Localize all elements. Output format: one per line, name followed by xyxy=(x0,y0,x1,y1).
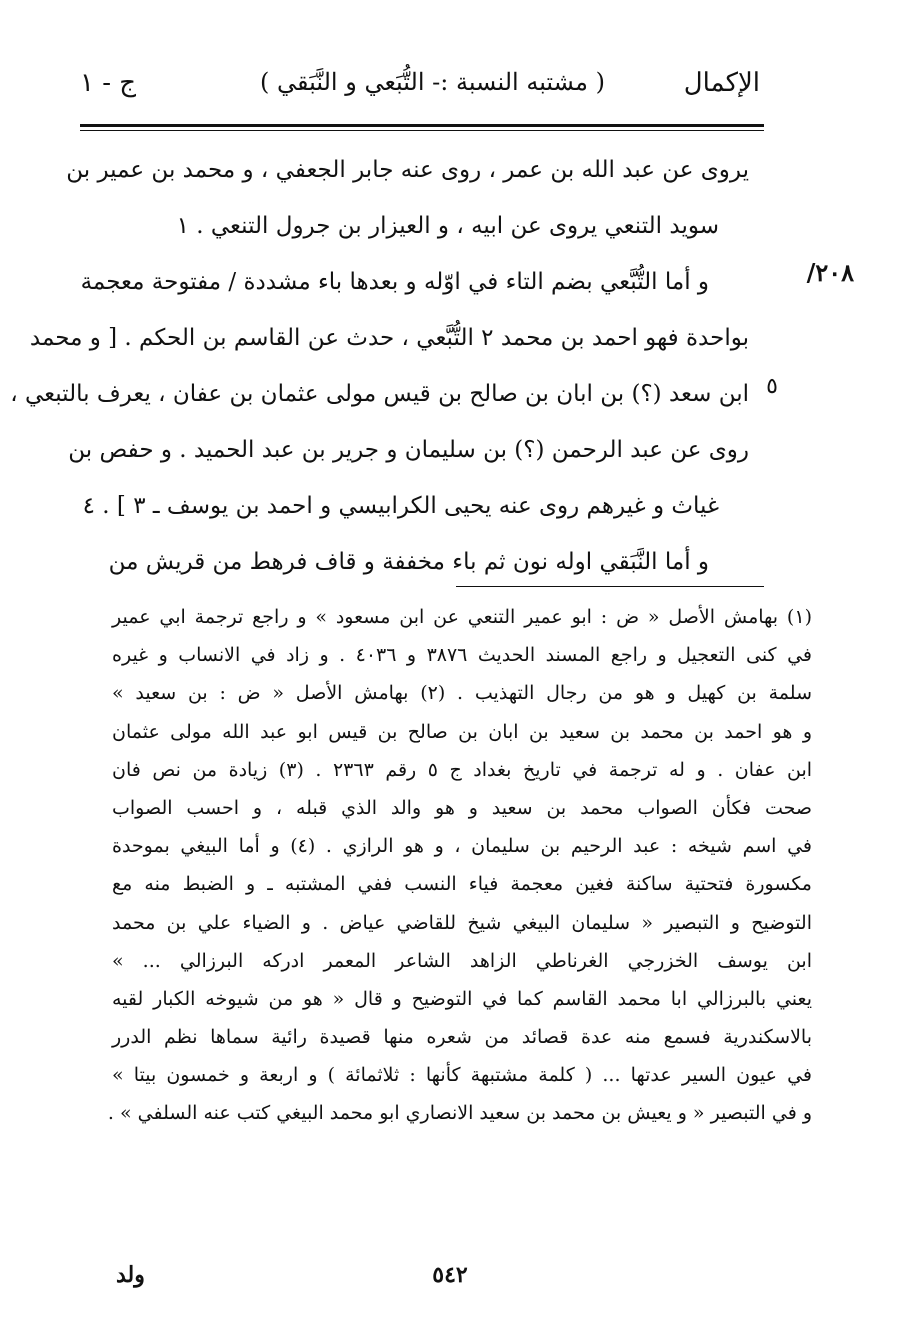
footnote-line: التوضيح و التبصير « سليمان البيغي شيخ للقاضي عياض . و الضياء علي بن محمد xyxy=(112,911,812,934)
line-marker: ٥ xyxy=(766,374,778,399)
text-line: بواحدة فهو احمد بن محمد ٢ التُّبَّعي ، حدث عن القاسم بن الحكم . [ و محمد xyxy=(29,325,749,351)
footnote-line: في اسم شيخه : عبد الرحيم بن سليمان ، و هو الرازي . (٤) و أما البيغي بموحدة xyxy=(112,835,812,858)
footnote-line: ابن عفان . و له ترجمة في تاريخ بغداد ج ٥ رقم ٢٣٦٣ . (٣) زيادة من نص فان xyxy=(112,758,813,781)
catchword: ولد xyxy=(116,1262,145,1288)
footnote-line: (١) بهامش الأصل « ض : ابو عمير التنعي عن ابن مسعود » و راجع ترجمة ابي عمير xyxy=(112,606,812,628)
footnote-line: في كنى التعجيل و راجع المسند الحديث ٣٨٧٦ و ٤٠٣٦ . و زاد في الانساب و غيره xyxy=(112,644,812,667)
footnote-line: سلمة بن كهيل و هو من رجال التهذيب . (٢) بهامش الأصل « ض : بن سعيد » xyxy=(112,682,812,705)
header-rule-thick xyxy=(80,124,764,127)
footnote-line: ابن يوسف الخزرجي الغرناطي الزاهد الشاعر المعمر ادركه البرزالي ... » xyxy=(112,949,812,972)
footnote-line: و هو احمد بن محمد بن سعيد بن ابان بن صالح بن قيس ابو عبد الله مولى عثمان xyxy=(112,720,812,743)
footnote-line: بالاسكندرية فسمع منه عدة قصائد من شعره منها قصيدة رائية سماها نظم الدرر xyxy=(112,1026,812,1049)
main-text xyxy=(10,142,749,590)
running-header xyxy=(80,62,760,118)
footnote-separator xyxy=(456,586,764,587)
header-rule-thin xyxy=(80,130,764,131)
text-line: ابن سعد (؟) بن ابان بن صالح بن قيس مولى عثمان بن عفان ، يعرف بالتبعي ، xyxy=(10,381,749,407)
margin-reference: /٢٠٨ xyxy=(806,258,854,287)
text-line: يروى عن عبد الله بن عمر ، روى عنه جابر الجعفي ، و محمد بن عمير بن xyxy=(66,157,749,183)
footnotes xyxy=(107,598,813,1133)
text-line: روى عن عبد الرحمن (؟) بن سليمان و جرير بن عبد الحميد . و حفص بن xyxy=(68,437,749,463)
text-line: و أما النَّبَقي اوله نون ثم باء مخففة و قاف فرهط من قريش من xyxy=(108,549,709,575)
footnote-line: صحت فكأن الصواب محمد بن سعيد و هو والد الذي قبله ، و احسب الصواب xyxy=(112,796,812,819)
text-line: سويد التنعي يروى عن ابيه ، و العيزار بن جرول التنعي . ١ xyxy=(176,213,719,239)
footnote-line: يعني بالبرزالي ابا محمد القاسم كما في التوضيح و قال « هو من شيوخه الكبار لقيه xyxy=(112,987,812,1010)
volume-label: ج - ١ xyxy=(80,68,137,98)
page-number: ٥٤٢ xyxy=(432,1262,468,1288)
section-title: ( مشتبه النسبة :- التُّبَعي و النَّبَقي ) xyxy=(260,68,605,96)
footnote-line: مكسورة فتحتية ساكنة فغين معجمة فياء النسب ففي المشتبه ـ و الضبط منه مع xyxy=(112,873,812,896)
text-line: و أما التُّبَّعي بضم التاء في اوّله و بعدها باء مشددة / مفتوحة معجمة xyxy=(80,269,709,295)
footnote-line: في عيون السير عدتها ... ( كلمة مشتبهة كأنها : ثلاثمائة ) و اربعة و خمسون بيتا » xyxy=(112,1064,812,1087)
footnote-line: و في التبصير « و يعيش بن محمد بن سعيد الانصاري ابو محمد البيغي كتب عنه السلفي » . xyxy=(107,1102,812,1125)
book-title: الإكمال xyxy=(683,68,760,98)
text-line: غياث و غيرهم روى عنه يحيى الكرابيسي و احمد بن يوسف ـ ٣ ] . ٤ xyxy=(82,493,719,519)
